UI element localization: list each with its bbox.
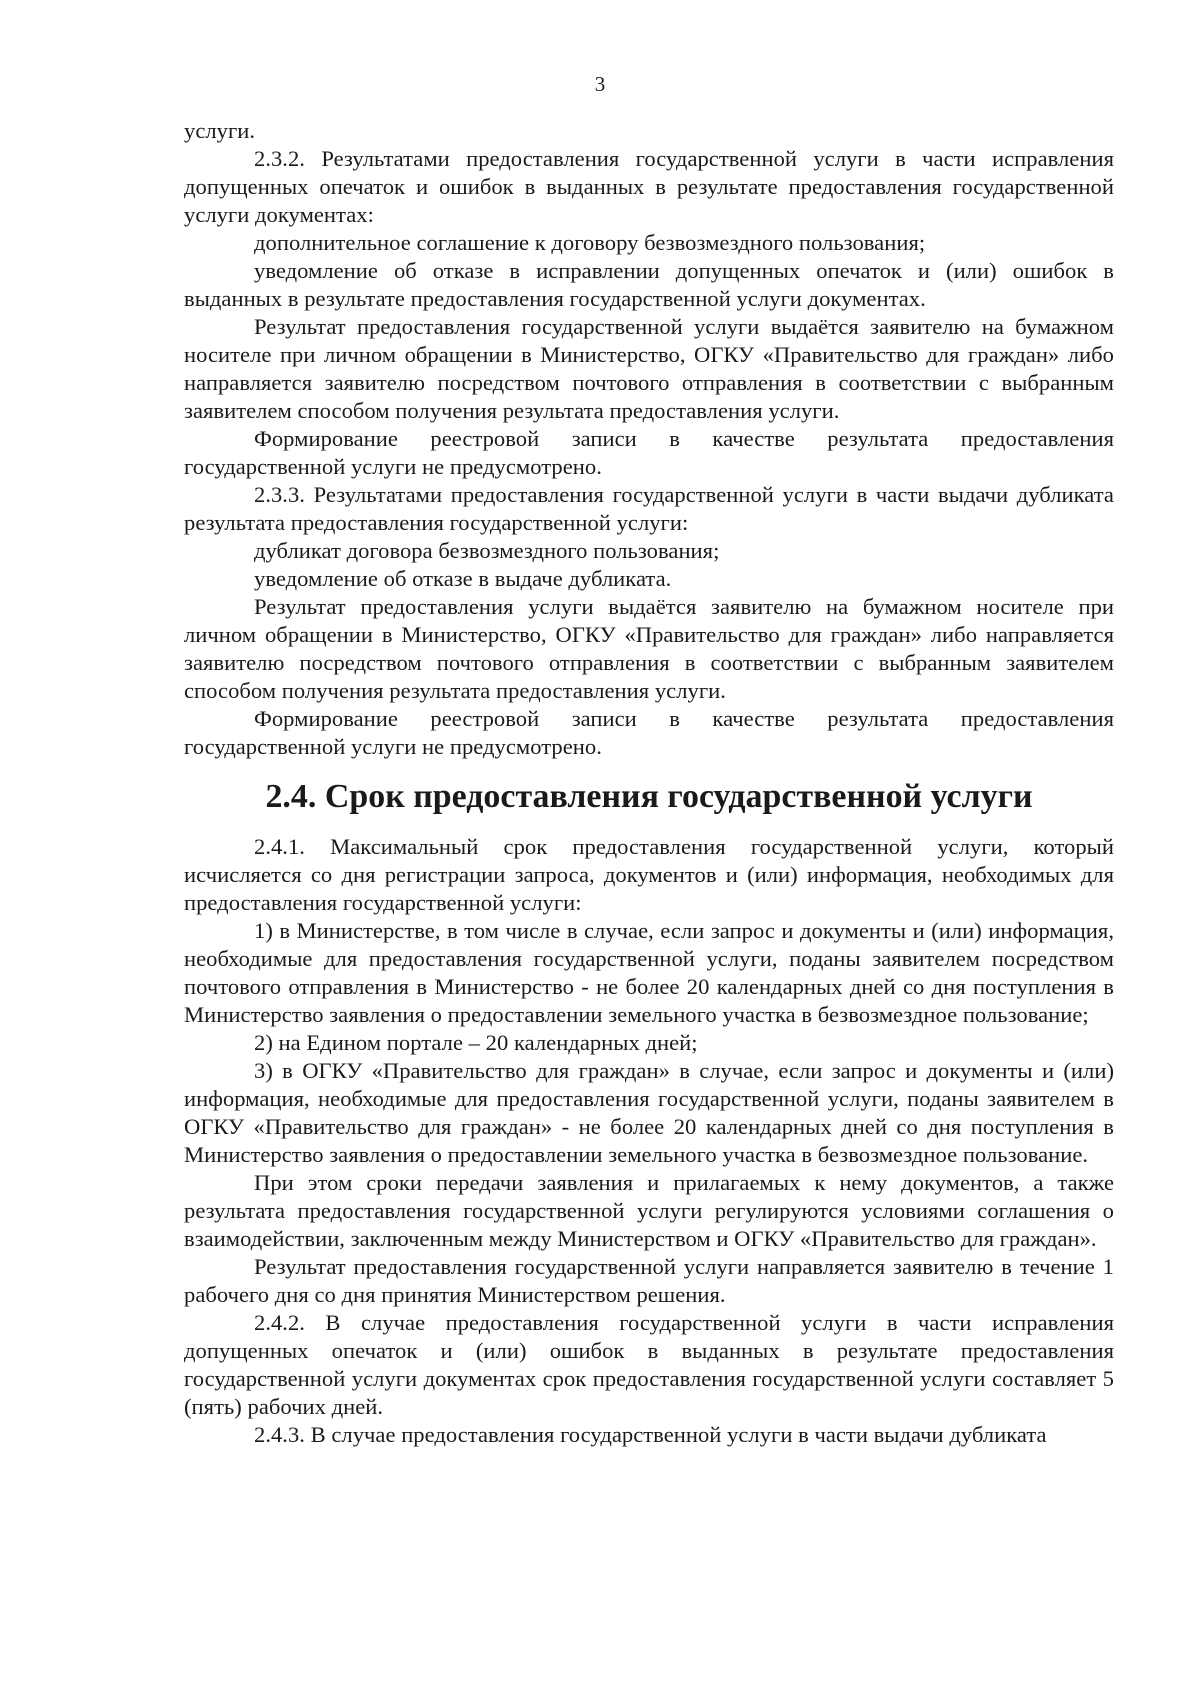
paragraph-list-item: 2) на Едином портале – 20 календарных дней; xyxy=(254,1030,698,1055)
paragraph-list-item: дополнительное соглашение к договору безвозмездного пользования; xyxy=(254,230,926,255)
paragraph: Формирование реестровой записи в качестве результата предоставления государственной услуги не предусмотрено. xyxy=(184,706,1114,759)
paragraph-list-item: 3) в ОГКУ «Правительство для граждан» в случае, если запрос и документы и (или) информация, необходимые для предоставления государственной услуги, поданы заявителем в ОГКУ «Правительство для граждан» - не более 20 календарных дней со дня поступления в Министерство заявления о предоставлении земельного участка в безвозмездное пользование. xyxy=(184,1058,1114,1167)
paragraph-2-4-1: 2.4.1. Максимальный срок предоставления государственной услуги, который исчисляется со дня регистрации запроса, документов и (или) информация, необходимых для предоставления государственной услуги: xyxy=(184,834,1114,915)
paragraph-list-item: дубликат договора безвозмездного пользования; xyxy=(254,538,720,563)
paragraph: При этом сроки передачи заявления и прилагаемых к нему документов, а также результата предоставления государственной услуги регулируются условиями соглашения о взаимодействии, заключенным между Министерством и ОГКУ «Правительство для граждан». xyxy=(184,1170,1114,1251)
paragraph: Результат предоставления услуги выдаётся заявителю на бумажном носителе при личном обращении в Министерство, ОГКУ «Правительство для граждан» либо направляется заявителю посредством почтового отправления в соответствии с выбранным заявителем способом получения результата предоставления услуги. xyxy=(184,594,1114,703)
paragraph-2-3-2: 2.3.2. Результатами предоставления государственной услуги в части исправления допущенных опечаток и ошибок в выданных в результате предоставления государственной услуги документах: xyxy=(184,146,1114,227)
paragraph-2-4-3: 2.4.3. В случае предоставления государственной услуги в части выдачи дубликата xyxy=(254,1422,1047,1447)
section-heading: 2.4. Срок предоставления государственной услуги xyxy=(265,778,1033,815)
paragraph-2-3-3: 2.3.3. Результатами предоставления государственной услуги в части выдачи дубликата результата предоставления государственной услуги: xyxy=(184,482,1114,535)
paragraph-continuation: услуги. xyxy=(184,118,256,143)
paragraph-list-item: уведомление об отказе в выдаче дубликата. xyxy=(254,566,672,591)
paragraph-list-item: 1) в Министерстве, в том числе в случае, если запрос и документы и (или) информация, необходимые для предоставления государственной услуги, поданы заявителем посредством почтового отправления в Министерство - не более 20 календарных дней со дня поступления в Министерство заявления о предоставлении земельного участка в безвозмездное пользование; xyxy=(184,918,1114,1027)
paragraph: Формирование реестровой записи в качестве результата предоставления государственной услуги не предусмотрено. xyxy=(184,426,1114,479)
paragraph: Результат предоставления государственной услуги выдаётся заявителю на бумажном носителе при личном обращении в Министерство, ОГКУ «Правительство для граждан» либо направляется заявителю посредством почтового отправления в соответствии с выбранным заявителем способом получения результата предоставления услуги. xyxy=(184,314,1114,423)
page-number: 3 xyxy=(594,72,606,96)
paragraph: Результат предоставления государственной услуги направляется заявителю в течение 1 рабочего дня со дня принятия Министерством решения. xyxy=(184,1254,1114,1307)
paragraph-list-item: уведомление об отказе в исправлении допущенных опечаток и (или) ошибок в выданных в результате предоставления государственной услуги документах. xyxy=(184,258,1114,311)
paragraph-2-4-2: 2.4.2. В случае предоставления государственной услуги в части исправления допущенных опечаток и (или) ошибок в выданных в результате предоставления государственной услуги документах срок предоставления государственной услуги составляет 5 (пять) рабочих дней. xyxy=(184,1310,1114,1419)
document-body xyxy=(184,117,1114,1449)
